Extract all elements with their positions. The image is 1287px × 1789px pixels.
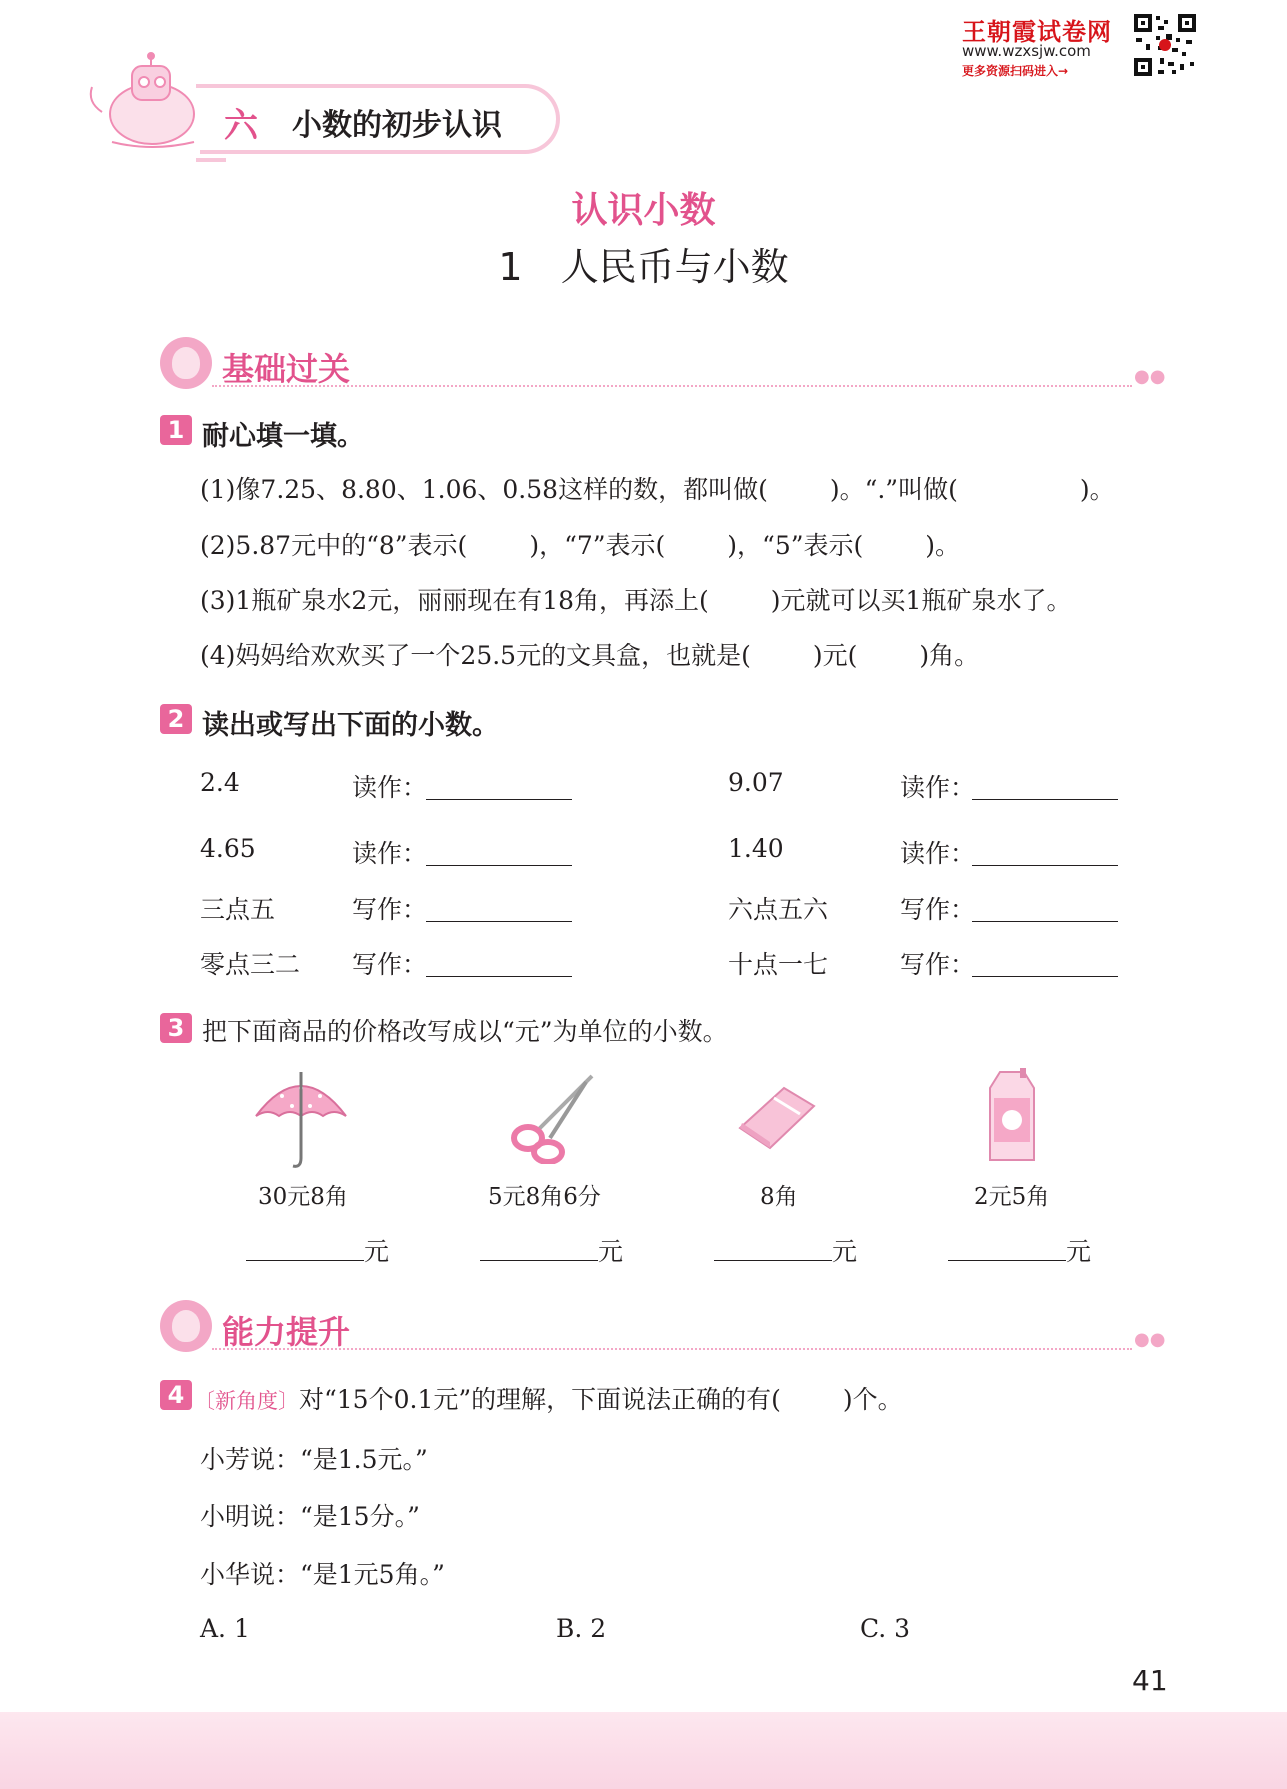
q4-statement: 小芳说：“是1.5元。” <box>200 1445 428 1474</box>
q2-left-value: 三点五 <box>200 895 276 924</box>
answer-line[interactable] <box>246 1260 364 1261</box>
eraser-icon <box>734 1076 818 1154</box>
section-heading: 认识小数 <box>571 190 716 231</box>
option-a[interactable]: A. 1 <box>200 1614 250 1643</box>
module-title-advanced: 能力提升 <box>222 1313 351 1351</box>
scissors-icon <box>508 1072 596 1164</box>
q2-left-value: 零点三二 <box>200 950 301 979</box>
answer-line[interactable] <box>426 921 572 922</box>
q2-left-label: 写作： <box>352 950 428 979</box>
question-number: 3 <box>160 1013 192 1043</box>
answer-line[interactable] <box>972 921 1118 922</box>
answer-line[interactable] <box>426 799 572 800</box>
q1-item-1: (1)像7.25、8.80、1.06、0.58这样的数，都叫做( )。“.”叫做( )。 <box>200 475 1115 504</box>
q2-right-label: 读作： <box>900 839 976 868</box>
q2-right-label: 写作： <box>900 950 976 979</box>
q2-grid <box>200 768 1140 1000</box>
price-label: 30元8角 <box>258 1184 348 1210</box>
price-label: 8角 <box>760 1184 798 1210</box>
module-title-basic: 基础过关 <box>222 350 351 388</box>
price-label: 5元8角6分 <box>488 1184 601 1210</box>
q1-item-3: (3)1瓶矿泉水2元，丽丽现在有18角，再添上( )元就可以买1瓶矿泉水了。 <box>200 586 1072 615</box>
q2-right-value: 9.07 <box>728 768 784 797</box>
q2-right-value: 1.40 <box>728 834 784 863</box>
module-badge-icon <box>160 1300 212 1352</box>
answer-line[interactable] <box>714 1260 832 1261</box>
q2-left-value: 2.4 <box>200 768 240 797</box>
question-number: 2 <box>160 704 192 734</box>
question-title: 耐心填一填。 <box>202 421 364 452</box>
q2-row <box>200 890 1140 945</box>
module-divider <box>212 385 1132 387</box>
answer-line[interactable] <box>426 976 572 977</box>
milk-carton-icon <box>984 1068 1040 1164</box>
q2-row <box>200 768 1140 834</box>
chapter-title: 小数的初步认识 <box>292 108 502 143</box>
answer-line[interactable] <box>972 865 1118 866</box>
answer-line[interactable] <box>480 1260 598 1261</box>
unit-label: 元 <box>598 1237 624 1266</box>
answer-line[interactable] <box>972 799 1118 800</box>
q1-item-2: (2)5.87元中的“8”表示( )，“7”表示( )，“5”表示( )。 <box>200 531 961 560</box>
price-label: 2元5角 <box>974 1184 1050 1210</box>
q1-item-4: (4)妈妈给欢欢买了一个25.5元的文具盒，也就是( )元( )角。 <box>200 641 980 670</box>
answer-line[interactable] <box>972 976 1118 977</box>
q2-right-label: 写作： <box>900 895 976 924</box>
qr-code-icon[interactable] <box>1132 12 1198 78</box>
q2-right-label: 读作： <box>900 773 976 802</box>
q4-prompt: 〔新角度〕对“15个0.1元”的理解，下面说法正确的有( )个。 <box>194 1385 903 1414</box>
q2-row <box>200 834 1140 890</box>
module-divider <box>212 1348 1132 1350</box>
module-dots-icon: ●● <box>1134 1329 1166 1350</box>
brand-tip: 更多资源扫码进入→ <box>962 64 1069 78</box>
answer-line[interactable] <box>426 865 572 866</box>
unit-label: 元 <box>1066 1237 1092 1266</box>
q2-right-value: 六点五六 <box>728 895 829 924</box>
module-dots-icon: ●● <box>1134 366 1166 387</box>
question-number: 4 <box>160 1380 192 1410</box>
question-number: 1 <box>160 415 192 445</box>
option-b[interactable]: B. 2 <box>556 1614 607 1643</box>
q2-left-label: 读作： <box>352 773 428 802</box>
q2-left-label: 写作： <box>352 895 428 924</box>
lesson-title: 1 人民币与小数 <box>498 245 789 289</box>
q4-statement: 小华说：“是1元5角。” <box>200 1560 445 1589</box>
answer-line[interactable] <box>948 1260 1066 1261</box>
new-angle-tag: 〔新角度〕 <box>194 1389 299 1413</box>
umbrella-icon <box>252 1066 350 1170</box>
page-number: 41 <box>1132 1664 1168 1697</box>
q2-left-label: 读作： <box>352 839 428 868</box>
brand-url[interactable]: www.wzxsjw.com <box>962 42 1091 60</box>
unit-label: 元 <box>832 1237 858 1266</box>
option-c[interactable]: C. 3 <box>860 1614 911 1643</box>
unit-label: 元 <box>364 1237 390 1266</box>
q4-statement: 小明说：“是15分。” <box>200 1502 420 1531</box>
question-title: 把下面商品的价格改写成以“元”为单位的小数。 <box>202 1017 728 1046</box>
footer-band <box>0 1712 1287 1789</box>
q2-right-value: 十点一七 <box>728 950 829 979</box>
chapter-number: 六 <box>224 106 258 146</box>
module-badge-icon <box>160 337 212 389</box>
question-title: 读出或写出下面的小数。 <box>202 710 499 741</box>
brand-name: 王朝霞试卷网 <box>962 18 1112 46</box>
q2-left-value: 4.65 <box>200 834 256 863</box>
q2-row <box>200 945 1140 1000</box>
